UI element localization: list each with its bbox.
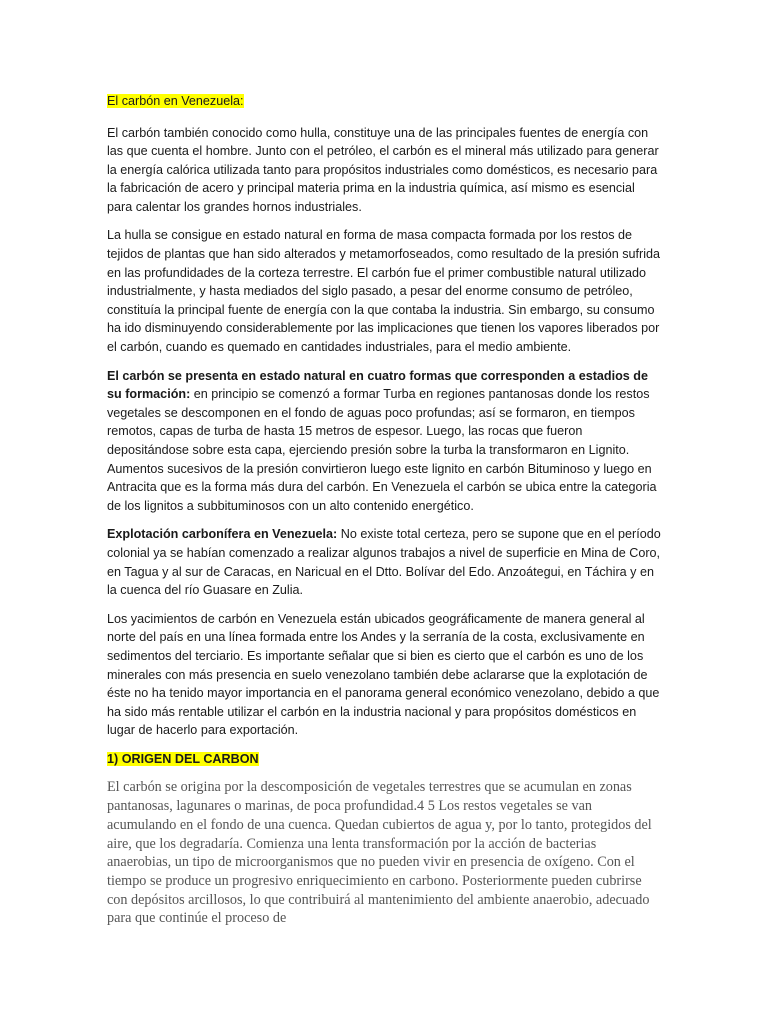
paragraph-4-lead: Explotación carbonífera en Venezuela: (107, 527, 338, 542)
section-heading (107, 750, 661, 769)
section-heading-text: 1) ORIGEN DEL CARBON (107, 751, 259, 766)
document-title-text: El carbón en Venezuela: (107, 94, 244, 108)
document-title (107, 92, 661, 111)
paragraph-3 (107, 367, 661, 516)
paragraph-2-text: La hulla se consigue en estado natural en forma de masa compacta formada por los restos de tejidos de plantas que han sido alterados y metamorfoseados, como resultado de la presión sufrida en las profundidades de la corteza terrestre. El carbón fue el primer combustible natural utilizado industrialmente, y hasta mediados del siglo pasado, a pesar del enorme consumo de petróleo, constituía la principal fuente de energía con la que contaba la industria. Sin embargo, su consumo ha ido disminuyendo considerablemente por las implicaciones que tienen los vapores liberados por el carbón, cuando es quemado en cantidades industriales, para el medio ambiente. (107, 228, 661, 355)
document-page (107, 92, 661, 928)
section-paragraph-text: El carbón se origina por la descomposición de vegetales terrestres que se acumulan en zonas pantanosas, lagunares o marinas, de poca profundidad.4 5 Los restos vegetales se van acumulando en el fondo de una cuenca. Quedan cubiertos de agua y, por lo tanto, protegidos del aire, que los degradaría. Comienza una lenta transformación por la acción de bacterias anaerobias, un tipo de microorganismos que no pueden vivir en presencia de oxígeno. Con el tiempo se produce un progresivo enriquecimiento en carbono. Posteriormente pueden cubrirse con depósitos arcillosos, lo que contribuirá al mantenimiento del ambiente anaerobio, adecuado para que continúe el proceso de (107, 779, 652, 927)
section-paragraph (107, 778, 661, 928)
paragraph-4 (107, 525, 661, 599)
paragraph-5-text: Los yacimientos de carbón en Venezuela están ubicados geográficamente de manera general al norte del país en una línea formada entre los Andes y la serranía de la costa, exclusivamente en sedimentos del terciario. Es importante señalar que si bien es cierto que el carbón es uno de los minerales con más presencia en suelo venezolano también debe aclararse que la explotación de éste no ha tenido mayor importancia en el panorama general económico venezolano, debido a que ha sido más rentable utilizar el carbón en la industria nacional y para propósitos domésticos en lugar de hacerlo para exportación. (107, 611, 660, 738)
paragraph-1-text: El carbón también conocido como hulla, constituye una de las principales fuentes de energía con las que cuenta el hombre. Junto con el petróleo, el carbón es el mineral más utilizado para generar la energía calórica utilizada tanto para propósitos industriales como domésticos, es necesario para la fabricación de acero y principal materia prima en la industria química, así mismo es esencial para calentar los grandes hornos industriales. (107, 125, 659, 214)
paragraph-1 (107, 124, 661, 217)
paragraph-3-lead: El carbón se presenta en estado natural en cuatro formas que corresponden a estadios de su formación: (107, 368, 648, 402)
paragraph-2 (107, 226, 661, 356)
paragraph-4-text: No existe total certeza, pero se supone que en el período colonial ya se habían comenzado a realizar algunos trabajos a nivel de superficie en Mina de Coro, en Tagua y al sur de Caracas, en Naricual en el Dtto. Bolívar del Edo. Anzoátegui, en Táchira y en la cuenca del río Guasare en Zulia. (107, 527, 661, 598)
paragraph-3-text: en principio se comenzó a formar Turba en regiones pantanosas donde los restos vegetales se descomponen en el fondo de aguas poco profundas; así se formaron, en tiempos remotos, capas de turba de hasta 15 metros de espesor. Luego, las rocas que fueron depositándose sobre esta capa, ejerciendo presión sobre la turba la transformaron en Lignito. Aumentos sucesivos de la presión convirtieron luego este lignito en carbón Bituminoso y luego en Antracita que es la forma más dura del carbón. En Venezuela el carbón se ubica entre la categoria de los lignitos a subbituminosos con un alto contenido energético. (107, 387, 657, 513)
paragraph-5 (107, 610, 661, 740)
